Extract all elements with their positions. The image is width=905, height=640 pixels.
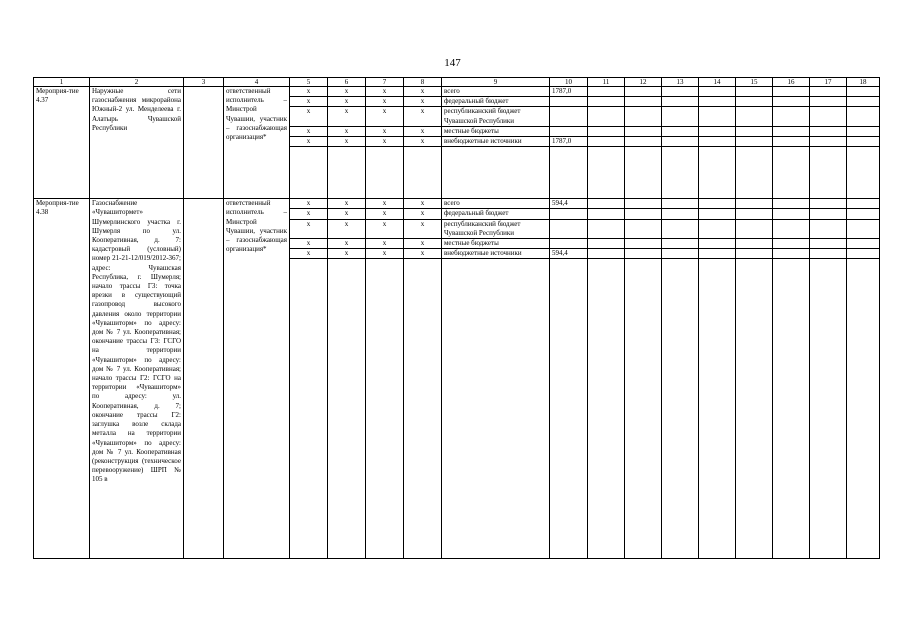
x-cell: х <box>366 219 404 238</box>
amount-cell <box>550 126 588 136</box>
x-cell: х <box>404 97 442 107</box>
activity-label: Мероприя-тие 4.38 <box>34 199 90 559</box>
activity-description: Газоснабжение «Чувашитормет» Шумерлинского участка г. Шумерля по ул. Кооперативная, д. 7: кадастровый (условный) номер 21-21-12/019/2012-367; адрес: Чувашская Республика, г. Шумерля; начало трассы Г3: точка врезки в существующий газопровод высокого давления около территории «Чувашиторм» по адресу: дом № 7 ул. Кооперативная; окончание трассы Г3: ГСГО на территории «Чувашиторм» по адресу: дом № 7 ул. Кооперативная; начало трассы Г2: ГСГО на территории «Чувашиторм» по адресу: ул. Кооперативная, д. 7; окончание трассы Г2: заглушка возле склада металла на территории «Чувашиторм» по адресу: дом № 7 ул. Кооперативная (реконструкция (техническое перевооружение) ШРП № 105 в <box>90 199 184 559</box>
header-cell: 6 <box>328 78 366 87</box>
x-cell: х <box>290 239 328 249</box>
source-label: местные бюджеты <box>442 126 550 136</box>
header-cell: 3 <box>184 78 224 87</box>
activity-executor: ответственный исполнитель – Минстрой Чувашии, участник – газоснабжающая организация* <box>224 87 290 199</box>
x-cell: х <box>290 126 328 136</box>
header-cell: 17 <box>810 78 847 87</box>
table-row <box>34 199 880 209</box>
x-cell: х <box>290 249 328 259</box>
x-cell: х <box>290 107 328 126</box>
header-cell: 9 <box>442 78 550 87</box>
source-label: республиканский бюджет Чувашской Республики <box>442 219 550 238</box>
header-cell: 13 <box>662 78 699 87</box>
x-cell: х <box>404 107 442 126</box>
amount-cell <box>550 209 588 219</box>
source-label: всего <box>442 87 550 97</box>
source-label: республиканский бюджет Чувашской Республики <box>442 107 550 126</box>
x-cell: х <box>366 87 404 97</box>
header-cell: 5 <box>290 78 328 87</box>
x-cell: х <box>404 249 442 259</box>
activity-executor: ответственный исполнитель – Минстрой Чувашии, участник – газоснабжающая организация* <box>224 199 290 559</box>
activity-description: Наружные сети газоснабжения микрорайона Южный-2 ул. Менделеева г. Алатырь Чувашской Республики <box>90 87 184 199</box>
amount-cell <box>550 107 588 126</box>
source-label: внебюджетные источники <box>442 249 550 259</box>
x-cell: х <box>404 219 442 238</box>
source-label: внебюджетные источники <box>442 137 550 147</box>
x-cell: х <box>404 137 442 147</box>
source-label: всего <box>442 199 550 209</box>
header-row <box>34 78 880 87</box>
x-cell: х <box>366 97 404 107</box>
x-cell: х <box>290 199 328 209</box>
amount-cell: 594,4 <box>550 199 588 209</box>
header-cell: 2 <box>90 78 184 87</box>
header-cell: 1 <box>34 78 90 87</box>
x-cell: х <box>328 137 366 147</box>
x-cell: х <box>328 107 366 126</box>
x-cell: х <box>366 126 404 136</box>
amount-cell <box>550 239 588 249</box>
x-cell: х <box>404 87 442 97</box>
x-cell: х <box>366 107 404 126</box>
amount-cell: 1787,0 <box>550 137 588 147</box>
x-cell: х <box>328 199 366 209</box>
x-cell: х <box>328 209 366 219</box>
header-cell: 15 <box>736 78 773 87</box>
x-cell: х <box>404 199 442 209</box>
x-cell: х <box>366 137 404 147</box>
x-cell: х <box>366 199 404 209</box>
x-cell: х <box>290 137 328 147</box>
page-number: 147 <box>444 57 461 69</box>
x-cell: х <box>366 249 404 259</box>
x-cell: х <box>290 219 328 238</box>
header-cell: 11 <box>588 78 625 87</box>
table-row <box>34 87 880 97</box>
activity-col3 <box>184 199 224 559</box>
x-cell: х <box>404 239 442 249</box>
amount-cell <box>550 219 588 238</box>
header-cell: 10 <box>550 78 588 87</box>
activity-label: Мероприя-тие 4.37 <box>34 87 90 199</box>
x-cell: х <box>366 209 404 219</box>
header-cell: 4 <box>224 78 290 87</box>
x-cell: х <box>328 97 366 107</box>
x-cell: х <box>328 249 366 259</box>
header-cell: 8 <box>404 78 442 87</box>
source-label: местные бюджеты <box>442 239 550 249</box>
x-cell: х <box>404 126 442 136</box>
program-table <box>33 77 880 559</box>
activity-col3 <box>184 87 224 199</box>
x-cell: х <box>328 239 366 249</box>
x-cell: х <box>290 87 328 97</box>
header-cell: 7 <box>366 78 404 87</box>
x-cell: х <box>328 87 366 97</box>
amount-cell: 594,4 <box>550 249 588 259</box>
header-cell: 14 <box>699 78 736 87</box>
x-cell: х <box>328 126 366 136</box>
x-cell: х <box>366 239 404 249</box>
x-cell: х <box>290 97 328 107</box>
source-label: федеральный бюджет <box>442 97 550 107</box>
amount-cell <box>550 97 588 107</box>
source-label: федеральный бюджет <box>442 209 550 219</box>
x-cell: х <box>404 209 442 219</box>
header-cell: 12 <box>625 78 662 87</box>
amount-cell: 1787,0 <box>550 87 588 97</box>
header-cell: 18 <box>847 78 880 87</box>
header-cell: 16 <box>773 78 810 87</box>
x-cell: х <box>328 219 366 238</box>
x-cell: х <box>290 209 328 219</box>
